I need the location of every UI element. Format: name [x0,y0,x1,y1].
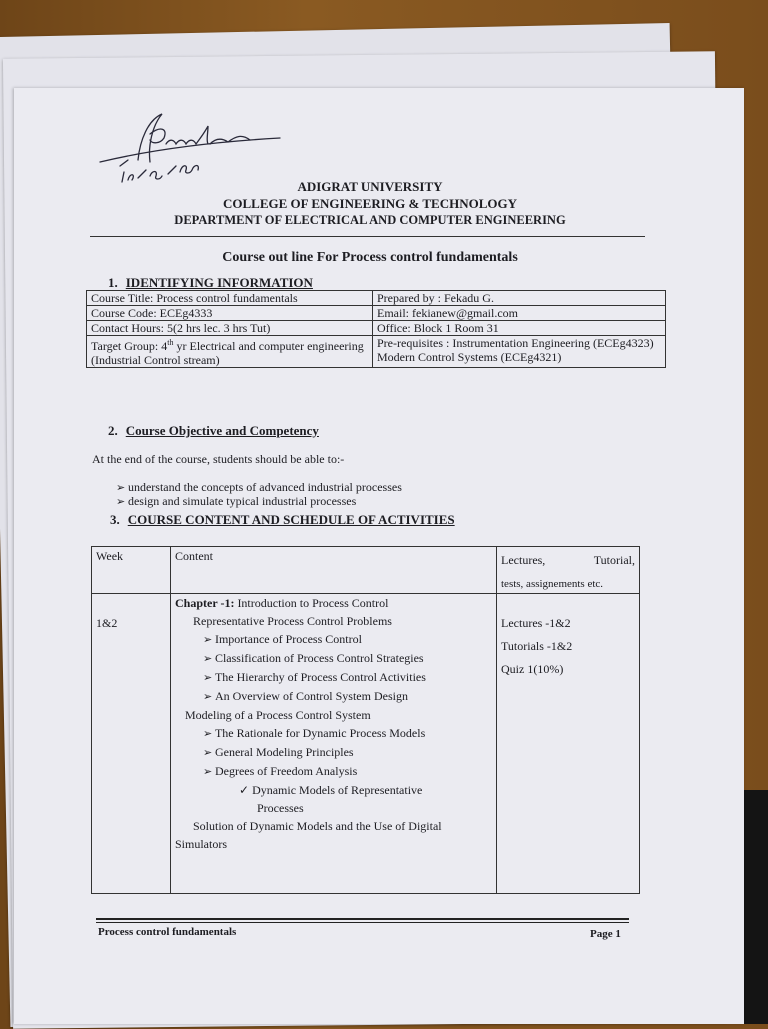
content-line: ✓ Dynamic Models of Representative [175,781,492,799]
schedule-table [91,546,640,894]
list-item: Lectures -1&2 [501,616,571,630]
letterhead [90,178,650,229]
activities-header: Lectures, Tutorial, tests, assignements etc. [497,547,640,594]
info-row [87,321,666,336]
content-line: Solution of Dynamic Models and the Use of Digital [193,819,442,833]
content-line: Simulators [175,837,228,851]
schedule-header-row [92,547,640,594]
content-line: ➢ General Modeling Principles [175,743,492,762]
course-title-cell: Course Title: Process control fundamentals [87,291,373,306]
identifying-info-table [86,290,666,368]
list-item: Quiz 1(10%) [501,662,564,676]
chapter-heading: Chapter -1: Introduction to Process Control [175,596,389,610]
document-title: Course out line For Process control fundamentals [222,250,518,265]
content-line: ➢ Importance of Process Control [175,630,492,649]
list-item: Tutorials -1&2 [501,639,573,653]
college-name: COLLEGE OF ENGINEERING & TECHNOLOGY [223,196,517,211]
activities-cell [497,594,640,894]
section-3-heading: 3. COURSE CONTENT AND SCHEDULE OF ACTIVITIES [110,512,455,527]
content-line: ➢ The Rationale for Dynamic Process Models [175,724,492,743]
section-2-heading: 2. Course Objective and Competency [108,423,319,438]
content-cell [171,594,497,894]
footer-course-name: Process control fundamentals [98,926,237,938]
prepared-by-cell: Prepared by : Fekadu G. [373,291,666,306]
content-line: Processes [257,801,304,815]
week-cell: 1&2 [92,594,171,894]
week-header: Week [92,547,171,594]
content-header: Content [171,547,497,594]
email-cell: Email: fekianew@gmail.com [373,306,666,321]
list-item: ➢ design and simulate typical industrial processes [116,495,402,509]
content-line: Representative Process Control Problems [193,614,392,628]
info-row [87,291,666,306]
content-line: Modeling of a Process Control System [185,708,371,722]
objective-intro: At the end of the course, students should be able to:- [92,452,345,466]
objective-list [116,481,402,509]
content-line: ➢ Degrees of Freedom Analysis [175,762,492,781]
office-cell: Office: Block 1 Room 31 [373,321,666,336]
prerequisites-cell: Pre-requisites : Instrumentation Engineering (ECEg4323) Modern Control Systems (ECEg4321) [373,336,666,368]
info-row [87,306,666,321]
header-divider [90,236,645,237]
handwritten-signature [90,100,290,190]
table-row [92,594,640,894]
university-name: ADIGRAT UNIVERSITY [297,179,443,194]
footer-divider [96,918,629,920]
content-line: ➢ An Overview of Control System Design [175,687,492,706]
list-item: ➢ understand the concepts of advanced industrial processes [116,481,402,495]
department-name: DEPARTMENT OF ELECTRICAL AND COMPUTER ENGINEERING [174,213,566,227]
page-number: Page 1 [590,928,621,940]
content-lines [175,612,492,853]
section-1-heading: 1. IDENTIFYING INFORMATION [108,275,313,290]
content-line: ➢ The Hierarchy of Process Control Activities [175,668,492,687]
info-row [87,336,666,368]
footer-divider-thin [96,922,629,923]
contact-hours-cell: Contact Hours: 5(2 hrs lec. 3 hrs Tut) [87,321,373,336]
content-line: ➢ Classification of Process Control Strategies [175,649,492,668]
target-group-cell: Target Group: 4th yr Electrical and computer engineering (Industrial Control stream) [87,336,373,368]
course-code-cell: Course Code: ECEg4333 [87,306,373,321]
